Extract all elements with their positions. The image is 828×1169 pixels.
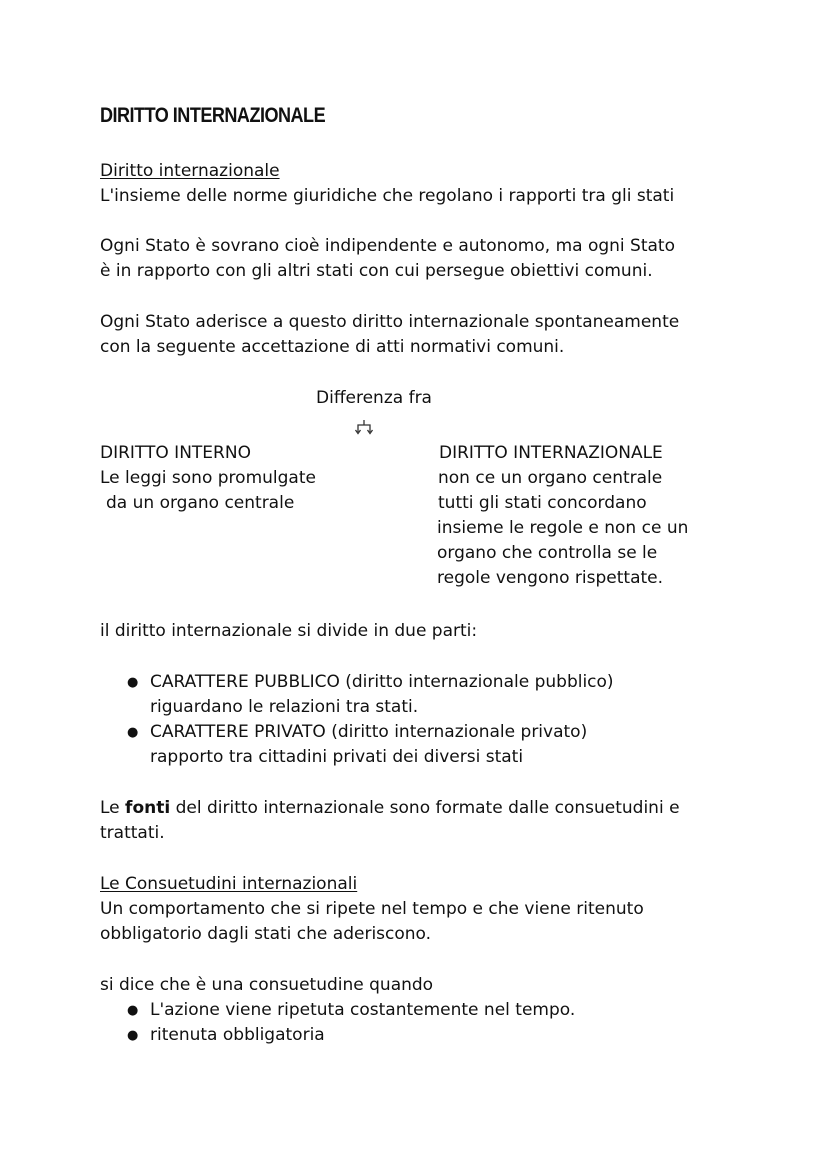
split-arrows-icon <box>353 418 375 436</box>
diritto-internazionale-line-5: regole vengono rispettate. <box>437 568 664 588</box>
diritto-internazionale-line-2: tutti gli stati concordano <box>438 493 647 513</box>
bullet-icon: ● <box>127 1003 139 1018</box>
condition-item-1: L'azione viene ripetuta costantemente nel tempo. <box>150 1000 576 1020</box>
diritto-interno-title: DIRITTO INTERNO <box>100 443 251 463</box>
condition-item-2: ritenuta obbligatoria <box>150 1025 325 1045</box>
sources-bold-word: fonti <box>125 798 171 818</box>
customs-heading: Le Consuetudini internazionali <box>100 874 358 894</box>
definition-heading: Diritto internazionale <box>100 161 280 181</box>
part-2-desc: rapporto tra cittadini privati dei diversi stati <box>150 747 524 767</box>
paragraph-2-line-2: con la seguente accettazione di atti normativi comuni. <box>100 337 565 357</box>
sources-before: Le <box>100 798 126 818</box>
definition-text: L'insieme delle norme giuridiche che regolano i rapporti tra gli stati <box>100 186 675 206</box>
bullet-icon: ● <box>127 675 139 690</box>
sources-after: del diritto internazionale sono formate dalle consuetudini e <box>170 798 680 818</box>
comparison-heading: Differenza fra <box>316 388 432 408</box>
customs-line-1: Un comportamento che si ripete nel tempo e che viene ritenuto <box>100 899 644 919</box>
bullet-icon: ● <box>127 725 139 740</box>
page-title: DIRITTO INTERNAZIONALE <box>100 104 326 127</box>
part-1-desc: riguardano le relazioni tra stati. <box>150 697 419 717</box>
part-1-label: CARATTERE PUBBLICO (diritto internazionale pubblico) <box>150 672 614 692</box>
sources-line-1 <box>100 796 680 821</box>
customs-line-2: obbligatorio dagli stati che aderiscono. <box>100 924 432 944</box>
paragraph-1-line-1: Ogni Stato è sovrano cioè indipendente e autonomo, ma ogni Stato <box>100 236 675 256</box>
sources-line-2: trattati. <box>100 823 165 843</box>
diritto-internazionale-line-4: organo che controlla se le <box>437 543 658 563</box>
diritto-internazionale-title: DIRITTO INTERNAZIONALE <box>439 443 663 463</box>
diritto-interno-line-2: da un organo centrale <box>106 493 295 513</box>
parts-intro: il diritto internazionale si divide in due parti: <box>100 621 478 641</box>
custom-conditions-intro: si dice che è una consuetudine quando <box>100 975 434 995</box>
diritto-internazionale-line-1: non ce un organo centrale <box>438 468 663 488</box>
part-2-label: CARATTERE PRIVATO (diritto internazionale privato) <box>150 722 588 742</box>
bullet-icon: ● <box>127 1028 139 1043</box>
paragraph-2-line-1: Ogni Stato aderisce a questo diritto internazionale spontaneamente <box>100 312 680 332</box>
paragraph-1-line-2: è in rapporto con gli altri stati con cui persegue obiettivi comuni. <box>100 261 653 281</box>
diritto-interno-line-1: Le leggi sono promulgate <box>100 468 316 488</box>
diritto-internazionale-line-3: insieme le regole e non ce un <box>437 518 689 538</box>
